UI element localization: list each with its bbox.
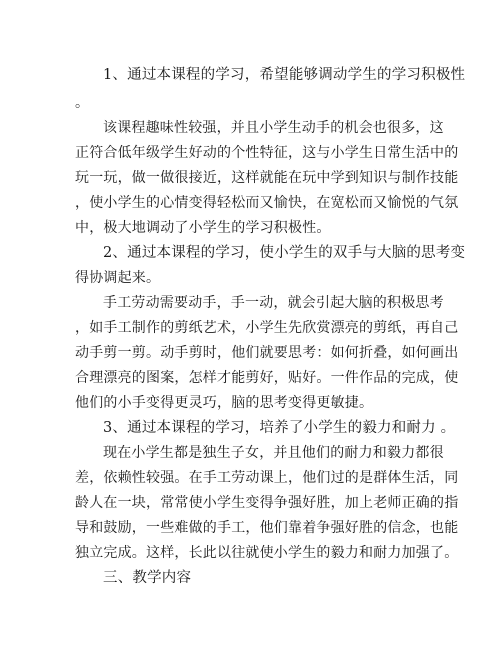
- paragraph-1-heading-line-1: 1、通过本课程的学习，希望能够调动学生的学习积极性: [103, 67, 466, 83]
- paragraph-3-body-line-5: 独立完成。这样，长此以往就使小学生的毅力和耐力加强了。: [75, 545, 459, 561]
- paragraph-2-body-line-3: 动手剪一剪。动手剪时，他们就要思考：如何折叠，如何画出: [75, 345, 459, 361]
- paragraph-1-body-line-2: 正符合低年级学生好动的个性特征，这与小学生日常生活中的: [75, 145, 459, 161]
- paragraph-3-body-line-2: 差，依赖性较强。在手工劳动课上，他们过的是群体生活，同: [75, 470, 459, 486]
- section-heading-teaching-content: 三、教学内容: [103, 570, 192, 586]
- paragraph-1-body-line-4: ，使小学生的心情变得轻松而又愉快，在宽松而又愉悦的气氛: [75, 195, 459, 211]
- paragraph-2-heading-line-1: 2、通过本课程的学习，使小学生的双手与大脑的思考变: [103, 245, 466, 261]
- paragraph-3-body-line-4: 导和鼓励，一些难做的手工，他们靠着争强好胜的信念，也能: [75, 520, 459, 536]
- paragraph-2-body-line-5: 他们的小手变得更灵巧，脑的思考变得更敏捷。: [75, 395, 374, 411]
- paragraph-2-body-line-2: ，如手工制作的剪纸艺术，小学生先欣赏漂亮的剪纸，再自己: [75, 320, 459, 336]
- paragraph-1-body-line-1: 该课程趣味性较强，并且小学生动手的机会也很多，这: [103, 120, 444, 136]
- paragraph-3-heading: 3、通过本课程的学习，培养了小学生的毅力和耐力 。: [103, 420, 456, 436]
- paragraph-1-body-line-3: 玩一玩，做一做很接近，这样就能在玩中学到知识与制作技能: [75, 170, 459, 186]
- paragraph-3-body-line-1: 现在小学生都是独生子女，并且他们的耐力和毅力都很: [103, 445, 444, 461]
- paragraph-2-heading-line-2: 得协调起来。: [75, 270, 161, 286]
- paragraph-2-body-line-4: 合理漂亮的图案，怎样才能剪好，贴好。一件作品的完成，使: [75, 370, 459, 386]
- paragraph-3-body-line-3: 龄人在一块，常常使小学生变得争强好胜，加上老师正确的指: [75, 495, 459, 511]
- paragraph-2-body-line-1: 手工劳动需要动手，手一动，就会引起大脑的积极思考: [103, 295, 444, 311]
- paragraph-1-heading-line-2: 。: [75, 95, 90, 111]
- paragraph-1-body-line-5: 中，极大地调动了小学生的学习积极性。: [75, 220, 331, 236]
